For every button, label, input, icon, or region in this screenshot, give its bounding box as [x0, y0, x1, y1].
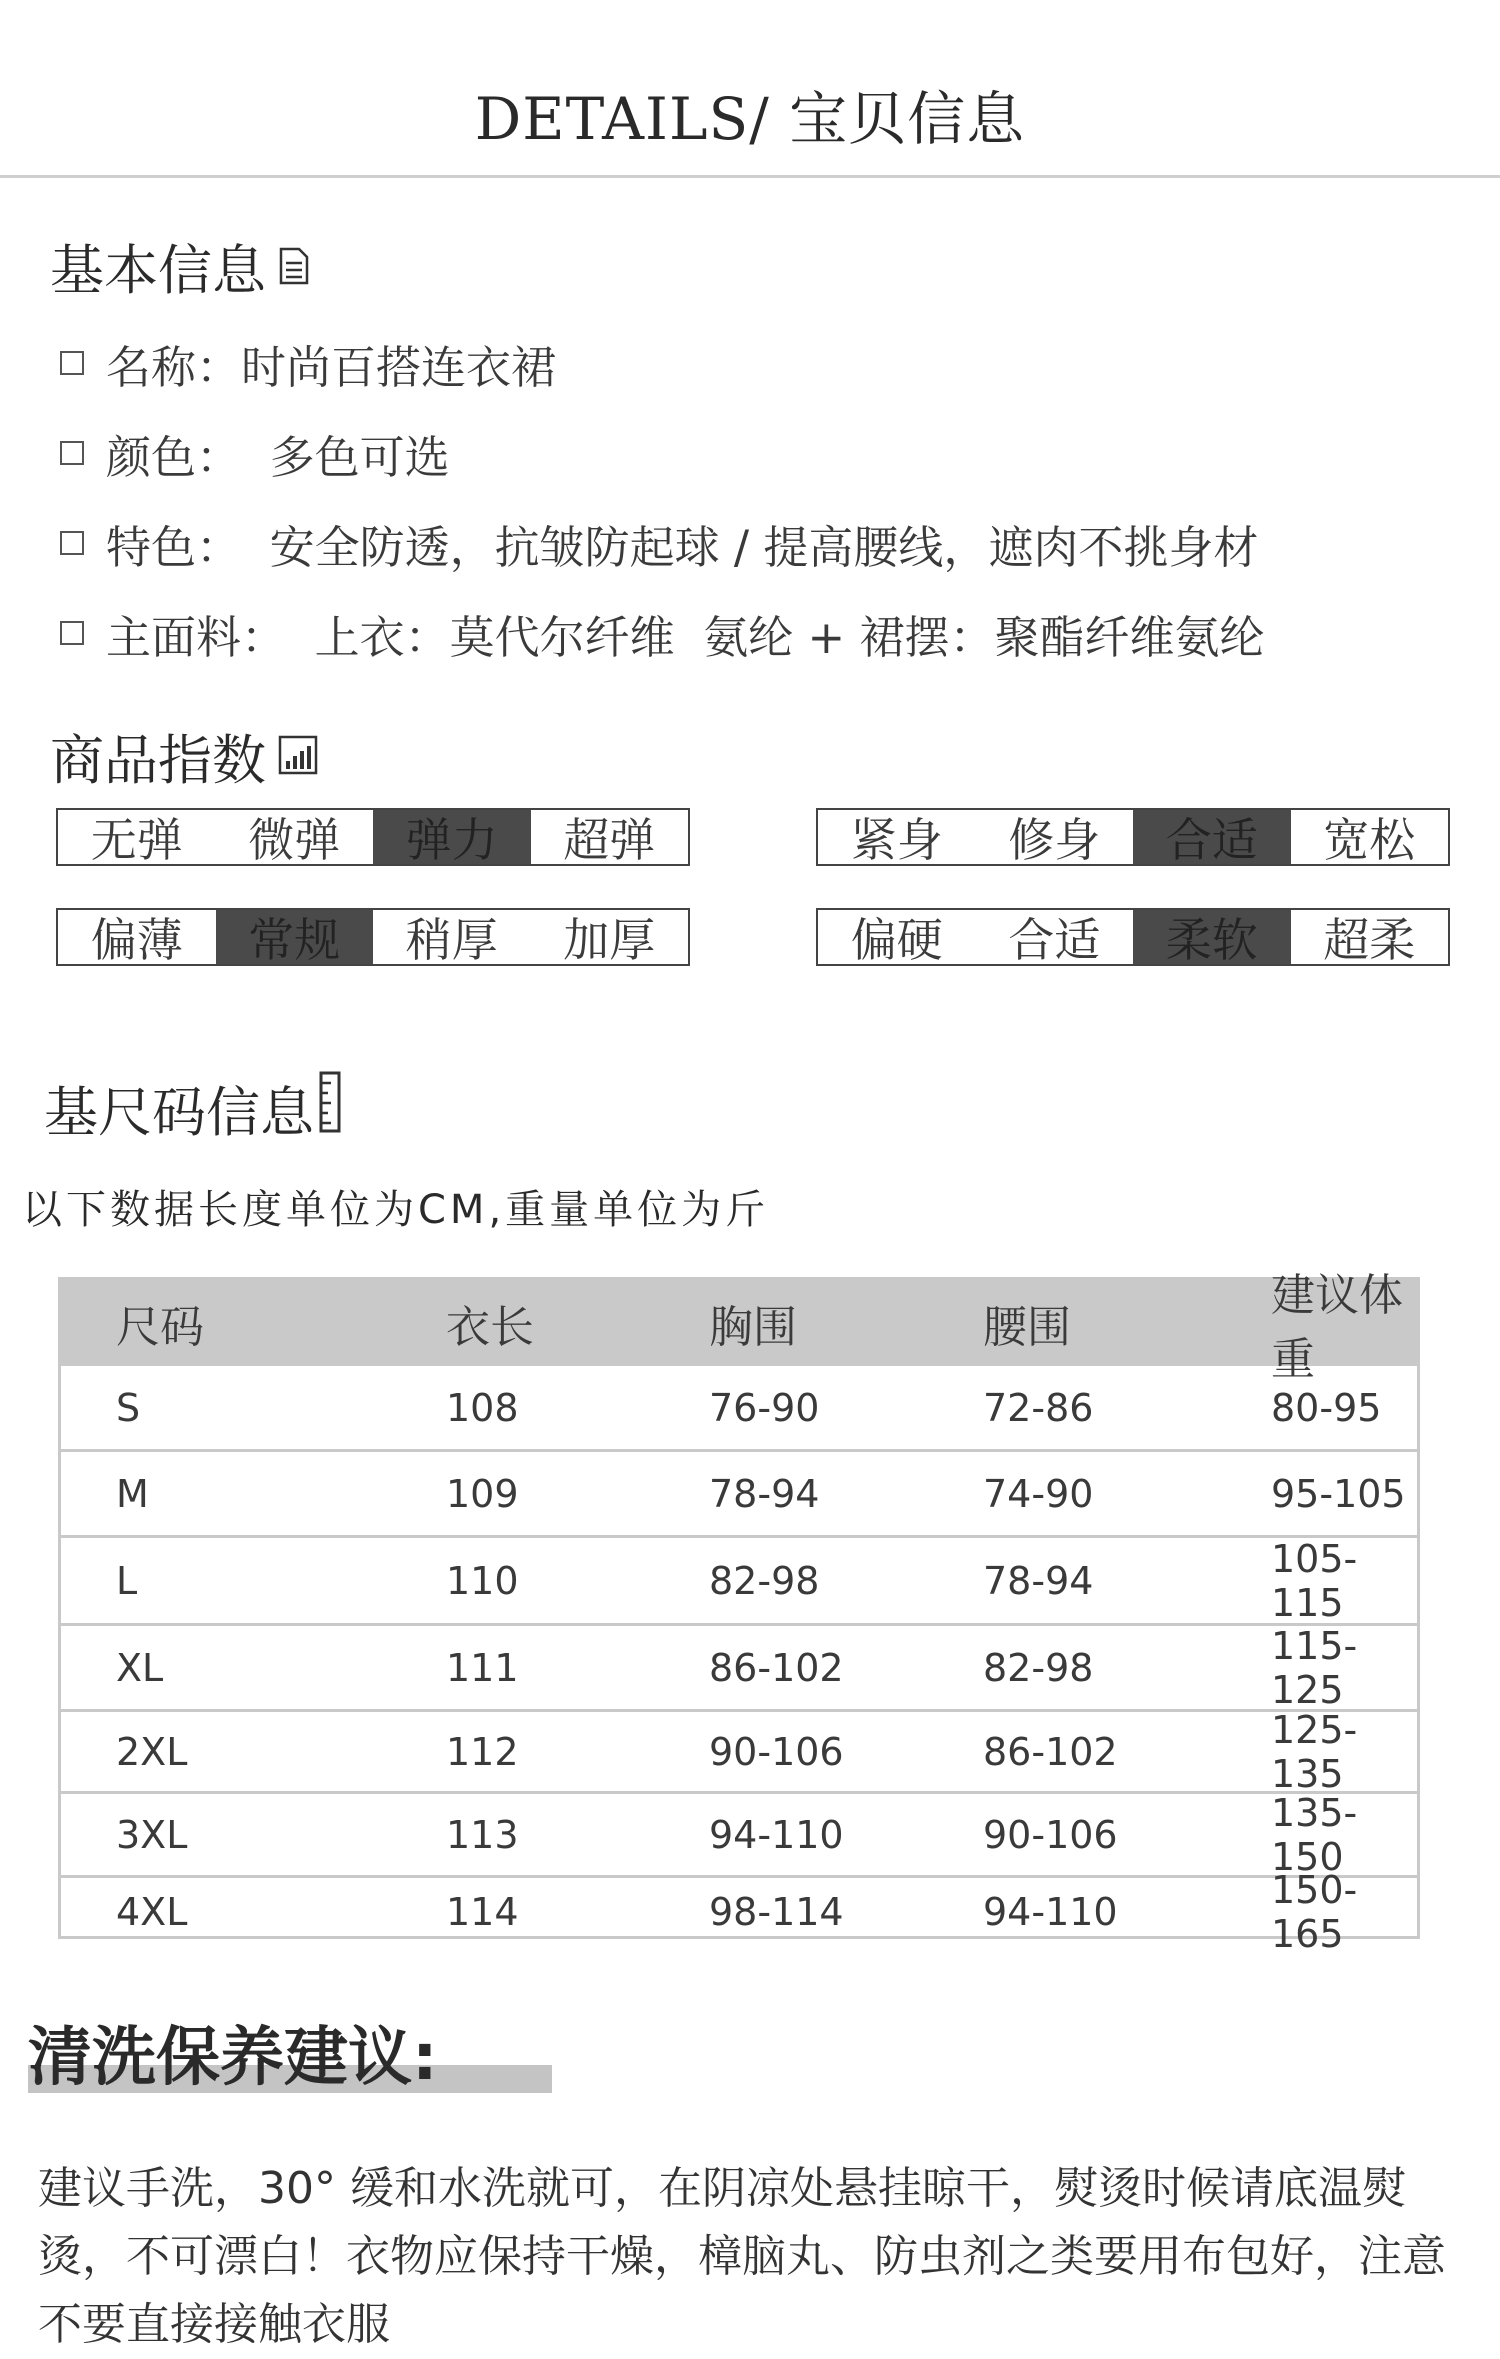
scale-option: 无弹	[90, 813, 183, 867]
table-cell: 82-98	[983, 1645, 1094, 1690]
table-cell: 115-125	[1271, 1623, 1358, 1712]
table-row	[61, 1790, 1417, 1879]
scale-option-selected: 常规	[216, 910, 374, 964]
page-title: DETAILS/ 宝贝信息	[474, 85, 1026, 153]
header-divider	[0, 175, 1500, 178]
basic-info-heading-text: 基本信息	[50, 239, 266, 302]
scale-option: 超弹	[563, 813, 656, 867]
info-item-material	[60, 588, 1265, 678]
table-header	[61, 1270, 1417, 1385]
table-cell: 95-105	[1271, 1471, 1406, 1516]
table-cell: 82-98	[709, 1558, 820, 1603]
basic-info-heading	[50, 228, 310, 305]
ruler-icon	[318, 1071, 342, 1146]
size-info-heading	[44, 1070, 342, 1147]
column-header: 胸围	[709, 1302, 797, 1353]
table-cell: 114	[446, 1889, 519, 1934]
column-header: 尺码	[116, 1302, 204, 1353]
info-item-text: 名称：时尚百搭连衣裙	[106, 340, 557, 394]
info-item-text: 颜色： 多色可选	[106, 430, 450, 484]
table-cell: 105-115	[1271, 1536, 1358, 1625]
size-info-heading-text: 基尺码信息	[44, 1081, 314, 1144]
table-cell: M	[116, 1471, 149, 1516]
table-cell: 2XL	[116, 1729, 188, 1774]
elasticity-scale	[56, 808, 690, 866]
product-index-heading	[50, 718, 318, 795]
document-icon	[278, 235, 310, 298]
column-header: 腰围	[983, 1302, 1071, 1353]
column-header: 衣长	[446, 1302, 534, 1353]
table-cell: 150-165	[1271, 1867, 1358, 1956]
table-cell: 72-86	[983, 1385, 1094, 1430]
table-cell: 76-90	[709, 1385, 820, 1430]
checkbox-icon	[60, 351, 84, 375]
fit-scale	[816, 808, 1450, 866]
info-item-text: 特色： 安全防透，抗皱防起球 / 提高腰线，遮肉不挑身材	[106, 520, 1259, 574]
table-row	[61, 1538, 1417, 1626]
scale-option: 加厚	[563, 913, 656, 967]
checkbox-icon	[60, 531, 84, 555]
table-row	[61, 1707, 1417, 1796]
table-cell: 86-102	[983, 1729, 1118, 1774]
info-item-name	[60, 318, 1265, 408]
scale-option-selected: 合适	[1133, 810, 1291, 864]
table-cell: 135-150	[1271, 1790, 1358, 1879]
page-header	[0, 0, 1500, 178]
table-cell: 113	[446, 1812, 519, 1857]
info-item-color	[60, 408, 1265, 498]
table-cell: 109	[446, 1471, 519, 1516]
table-cell: 108	[446, 1385, 519, 1430]
table-cell: XL	[116, 1645, 164, 1690]
table-cell: 94-110	[983, 1889, 1118, 1934]
table-row	[61, 1452, 1417, 1538]
scale-option-selected: 弹力	[373, 810, 531, 864]
size-table	[58, 1270, 1420, 1956]
table-cell: S	[116, 1385, 141, 1430]
table-cell: 78-94	[709, 1471, 820, 1516]
care-heading: 清洗保养建议:	[28, 2021, 438, 2095]
scale-option: 修身	[1008, 813, 1101, 867]
table-cell: L	[116, 1558, 138, 1603]
table-row	[61, 1623, 1417, 1712]
info-item-feature	[60, 498, 1265, 588]
unit-note: 以下数据长度单位为CM,重量单位为斤	[22, 1187, 770, 1233]
table-cell: 4XL	[116, 1889, 188, 1934]
table-cell: 94-110	[709, 1812, 844, 1857]
table-cell: 3XL	[116, 1812, 188, 1857]
table-cell: 74-90	[983, 1471, 1094, 1516]
softness-scale	[816, 908, 1450, 966]
table-cell: 110	[446, 1558, 519, 1603]
table-cell: 111	[446, 1645, 519, 1690]
table-cell: 80-95	[1271, 1385, 1382, 1430]
scale-option: 偏硬	[850, 913, 943, 967]
table-cell: 90-106	[983, 1812, 1118, 1857]
table-body	[61, 1366, 1417, 1956]
care-instructions: 建议手洗，30° 缓和水洗就可，在阴凉处悬挂晾干，熨烫时候请底温熨烫，不可漂白！衣物应保持干燥，樟脑丸、防虫剂之类要用布包好，注意不要直接接触衣服	[38, 2163, 1446, 2350]
table-cell: 98-114	[709, 1889, 844, 1934]
table-cell: 112	[446, 1729, 519, 1774]
scale-option: 稍厚	[405, 913, 498, 967]
checkbox-icon	[60, 621, 84, 645]
product-index-heading-text: 商品指数	[50, 729, 266, 792]
scale-option-selected: 柔软	[1133, 910, 1291, 964]
thickness-scale	[56, 908, 690, 966]
info-item-text: 主面料： 上衣：莫代尔纤维 氨纶 + 裙摆：聚酯纤维氨纶	[106, 610, 1265, 664]
basic-info-list	[60, 318, 1265, 678]
column-header: 建议体重	[1271, 1270, 1403, 1385]
table-cell: 125-135	[1271, 1707, 1358, 1796]
scale-option: 合适	[1008, 913, 1101, 967]
signal-bars-icon	[278, 725, 318, 788]
checkbox-icon	[60, 441, 84, 465]
scale-option: 宽松	[1323, 813, 1416, 867]
scale-option: 超柔	[1323, 913, 1416, 967]
scale-option: 微弹	[248, 813, 341, 867]
scale-option: 偏薄	[90, 913, 183, 967]
scale-option: 紧身	[850, 813, 943, 867]
table-row	[61, 1867, 1417, 1956]
table-cell: 90-106	[709, 1729, 844, 1774]
table-cell: 78-94	[983, 1558, 1094, 1603]
table-cell: 86-102	[709, 1645, 844, 1690]
